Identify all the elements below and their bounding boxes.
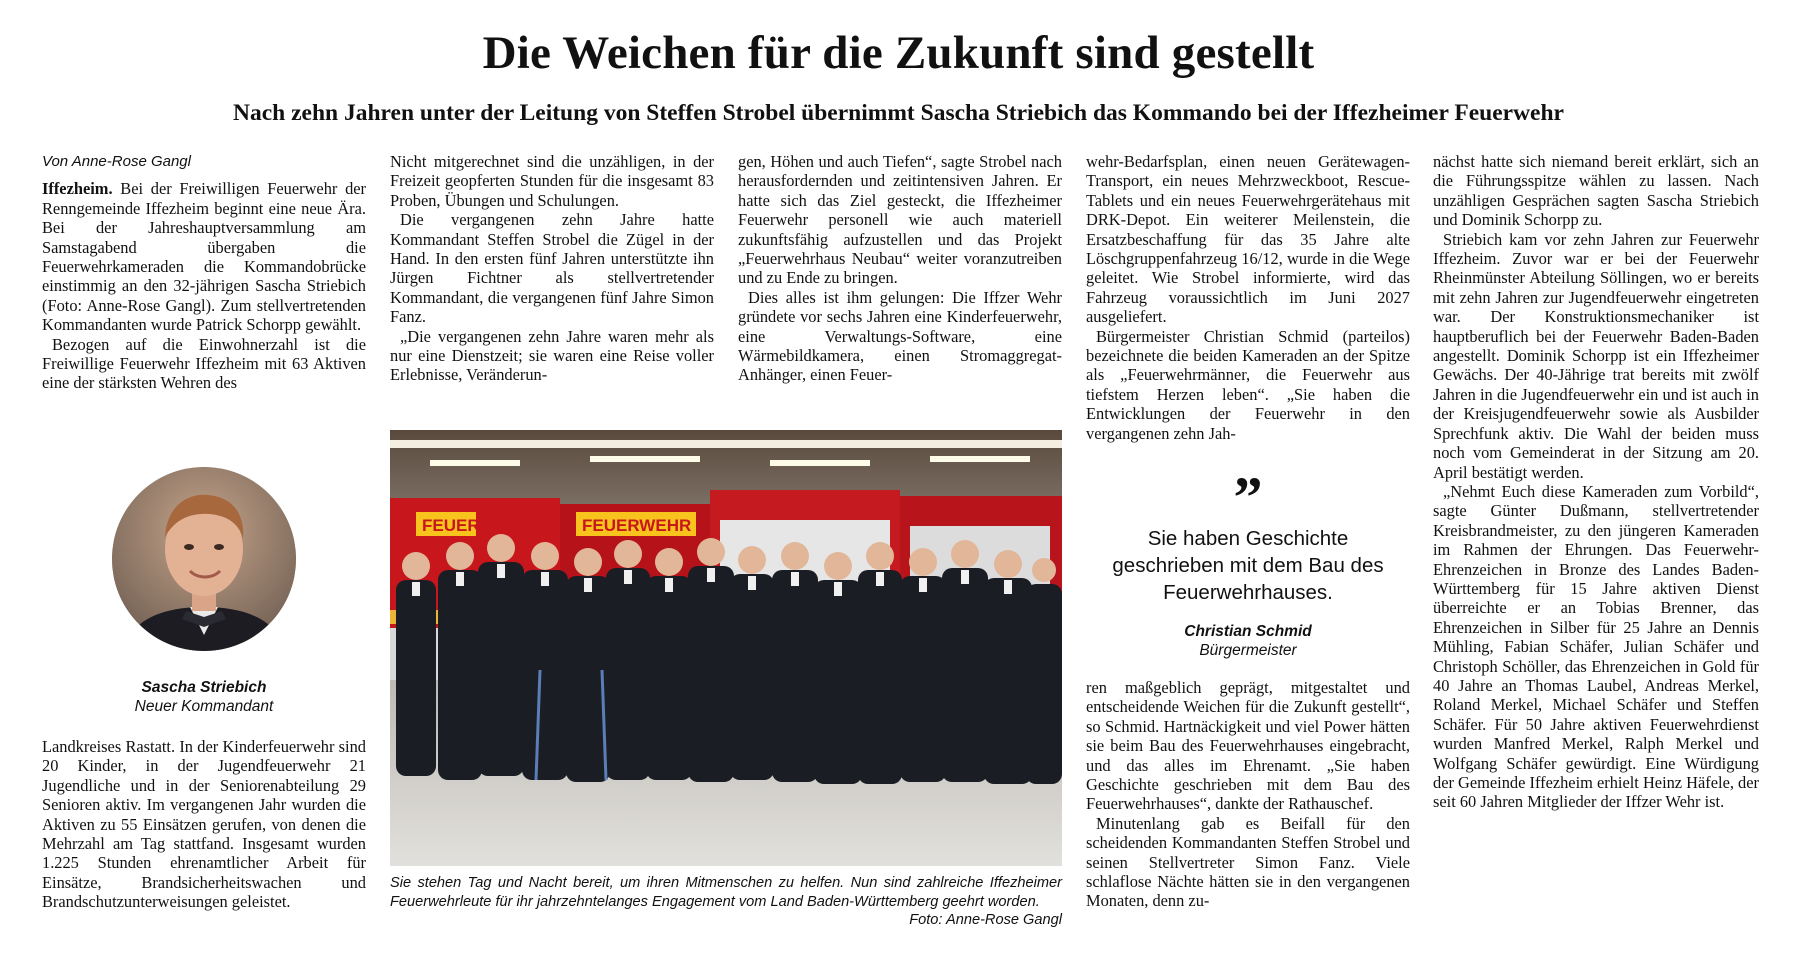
- paragraph-text: Bei der Freiwilligen Feuerwehr der Renngemeinde Iffezheim beginnt eine neue Ära. Bei der Jahreshauptversammlung am Samstagabend übergaben die Feuerwehrkameraden die Kommandobrücke einstimmig an den 32-jährigen Sascha Striebich (Foto: Anne-Rose Gangl). Zum stellvertretenden Kommandanten wurde Patrick Schorpp gewählt.: [42, 179, 366, 335]
- paragraph: Striebich kam vor zehn Jahren zur Feuerwehr Iffezheim. Zuvor war er bei der Feuerwehr Rheinmünster Abteilung Söllingen, wo er bereits mit zehn Jahren zur Jugendfeuerwehr eingetreten war. Der Konstruktionsmechaniker ist hauptberuflich bei der Feuerwehr Baden-Baden angestellt. Dominik Schorpp ist ein Iffezheimer Gewächs. Der 40-Jährige trat bereits mit zwölf Jahren in die Jugendfeuerwehr ein und ist auch in der Kreisjugendfeuerwehr sowie als Ausbilder Sprechfunk aktiv. Die Wahl der beiden muss noch vom Gemeinderat in der Sitzung am 20. April bestätigt werden.: [1433, 229, 1759, 482]
- group-photo: [390, 430, 1062, 866]
- article-column-4-continued: [1086, 678, 1410, 911]
- quote-mark-icon: ”: [1233, 465, 1263, 530]
- article-column-5: [1433, 152, 1759, 812]
- portrait-name: Sascha Striebich: [141, 679, 267, 696]
- paragraph: Dies alles ist ihm gelungen: Die Iffzer Wehr gründete vor sechs Jahren eine Kinderfeuerwehr, eine Verwaltungs-Software, eine Wärmebildkamera, einen Stromaggregat-Anhänger, einen Feuer-: [738, 287, 1062, 385]
- paragraph: wehr-Bedarfsplan, einen neuen Gerätewagen-Transport, ein neues Mehrzweckboot, Rescue-Tablets und ein neues Feuerwehrgerätehaus mit DRK-Depot. Ein weiterer Meilenstein, die Ersatzbeschaffung für das 35 Jahre alte Löschgruppenfahrzeug 16/12, wurde in die Wege geleitet. Wie Strobel informierte, wird das Fahrzeug voraussichtlich im Juni 2027 ausgeliefert.: [1086, 152, 1410, 327]
- byline: Von Anne-Rose Gangl: [42, 153, 191, 170]
- quote-author: Christian Schmid: [1184, 623, 1312, 640]
- truck-text-2: FEUERWEHR: [582, 516, 692, 535]
- quote-author-role: Bürgermeister: [1199, 642, 1297, 659]
- subheadline: Nach zehn Jahren unter der Leitung von Steffen Strobel übernimmt Sascha Striebich das Kommando bei der Iffezheimer Feuerwehr: [233, 100, 1564, 126]
- portrait-caption: [42, 678, 366, 716]
- portrait-photo: [112, 467, 296, 651]
- firefighters-group: [396, 534, 1062, 784]
- headline: Die Weichen für die Zukunft sind gestellt: [482, 27, 1315, 79]
- article-column-2: [390, 152, 714, 385]
- quote-attribution: [1086, 622, 1410, 660]
- paragraph: Bezogen auf die Einwohnerzahl ist die Freiwillige Feuerwehr Iffezheim mit 63 Aktiven eine der stärksten Wehren des: [42, 334, 366, 393]
- pull-quote: Sie haben Geschichte geschrieben mit dem Bau des Feuerwehrhauses.: [1112, 527, 1384, 604]
- article-column-1: [42, 152, 366, 393]
- group-photo-illustration: [390, 430, 1062, 866]
- paragraph: Die vergangenen zehn Jahre hatte Kommandant Steffen Strobel die Zügel in der Hand. In den ersten fünf Jahren unterstützte ihn Jürgen Fichtner als stellvertretender Kommandant, die vergangenen fünf Jahre Simon Fanz.: [390, 210, 714, 327]
- paragraph: „Nehmt Euch diese Kameraden zum Vorbild“, sagte Günter Dußmann, stellvertretender Kreisbrandmeister, zu den jüngeren Kameraden im Rahmen der Ehrungen. Das Feuerwehr-Ehrenzeichen in Bronze des Landes Baden-Württemberg für 15 Jahre aktiven Dienst überreichte er an Tobias Brenner, das Ehrenzeichen in Silber für 25 Jahre an Dennis Mühling, Fabian Schäfer, Julian Schäfer und Christoph Schöller, das Ehrenzeichen in Gold für 40 Jahre an Thomas Laubel, Andreas Merkel, Roland Merkel, Michael Schäfer und Steffen Schäfer. Für 50 Jahre aktiven Feuerwehrdienst wurden Manfred Merkel, Ralph Merkel und Wolfgang Schäfer gewürdigt. Eine Würdigung der Gemeinde Iffezheim erhielt Heinz Häfele, der seit 60 Jahren Mitglieder der Iffzer Wehr ist.: [1433, 481, 1759, 812]
- paragraph: „Die vergangenen zehn Jahre waren mehr als nur eine Dienstzeit; sie waren eine Reise voller Erlebnisse, Veränderun-: [390, 326, 714, 385]
- paragraph: Bürgermeister Christian Schmid (parteilos) bezeichnete die beiden Kameraden an der Spitze als „Feuerwehrmänner, die Feuerwehr aus tiefstem Herzen leben“. „Sie haben die Entwicklungen der Feuerwehr in den vergangenen zehn Jah-: [1086, 326, 1410, 443]
- paragraph: nächst hatte sich niemand bereit erklärt, sich an die Führungsspitze wählen zu lassen. Nach unzähligen Gesprächen sagten Sascha Striebich und Dominik Schorpp zu.: [1433, 152, 1759, 230]
- paragraph: gen, Höhen und auch Tiefen“, sagte Strobel nach herausfordernden und zeitintensiven Jahren. Er hatte sich das Ziel gesteckt, die Iffezheimer Feuerwehr personell wie auch materiell zukunftsfähig aufzustellen und das Projekt „Feuerwehrhaus Neubau“ weiter voranzutreiben und zu Ende zu bringen.: [738, 152, 1062, 288]
- dateline: Iffezheim.: [42, 179, 113, 199]
- article-column-1-continued: [42, 737, 366, 912]
- photo-caption-text: Sie stehen Tag und Nacht bereit, um ihren Mitmenschen zu helfen. Nun sind zahlreiche Iffezheimer Feuerwehrleute für ihr jahrzehntelanges Engagement vom Land Baden-Württemberg geehrt worden.: [390, 875, 1062, 910]
- paragraph: Nicht mitgerechnet sind die unzähligen, in der Freizeit geopferten Stunden für die insgesamt 83 Proben, Übungen und Schulungen.: [390, 152, 714, 210]
- photo-credit: Foto: Anne-Rose Gangl: [909, 912, 1062, 928]
- portrait-role: Neuer Kommandant: [134, 698, 274, 715]
- photo-caption: [390, 874, 1062, 930]
- portrait-illustration: [112, 467, 296, 651]
- paragraph: Minutenlang gab es Beifall für den scheidenden Kommandanten Steffen Strobel und seinen Stellvertreter Simon Fanz. Viele schlaflose Nächte hätten sie in den vergangenen Monaten, denn zu-: [1086, 813, 1410, 911]
- paragraph: [42, 179, 366, 334]
- paragraph: ren maßgeblich geprägt, mitgestaltet und entscheidende Weichen für die Zukunft gestellt“, so Schmid. Hartnäckigkeit und viel Power hätten sie beim Bau des Feuerwehrhauses eingebracht, und das alles im Ehrenamt. „Sie haben Geschichte geschrieben mit dem Bau des Feuerwehrhauses“, dankte der Rathauschef.: [1086, 678, 1410, 814]
- truck-text-1: FEUER: [422, 516, 480, 535]
- article-column-3: [738, 152, 1062, 385]
- paragraph: Landkreises Rastatt. In der Kinderfeuerwehr sind 20 Kinder, in der Jugendfeuerwehr 21 Jugendliche und in der Seniorenabteilung 29 Senioren aktiv. Im vergangenen Jahr wurden die Aktiven zu 55 Einsätzen gerufen, von denen die Mehrzahl am Tag stattfand. Insgesamt wurden 1.225 Stunden ehrenamtlicher Arbeit für Einsätze, Brandsicherheitswachen und Brandschutzunterweisungen geleistet.: [42, 737, 366, 912]
- article-column-4: [1086, 152, 1410, 443]
